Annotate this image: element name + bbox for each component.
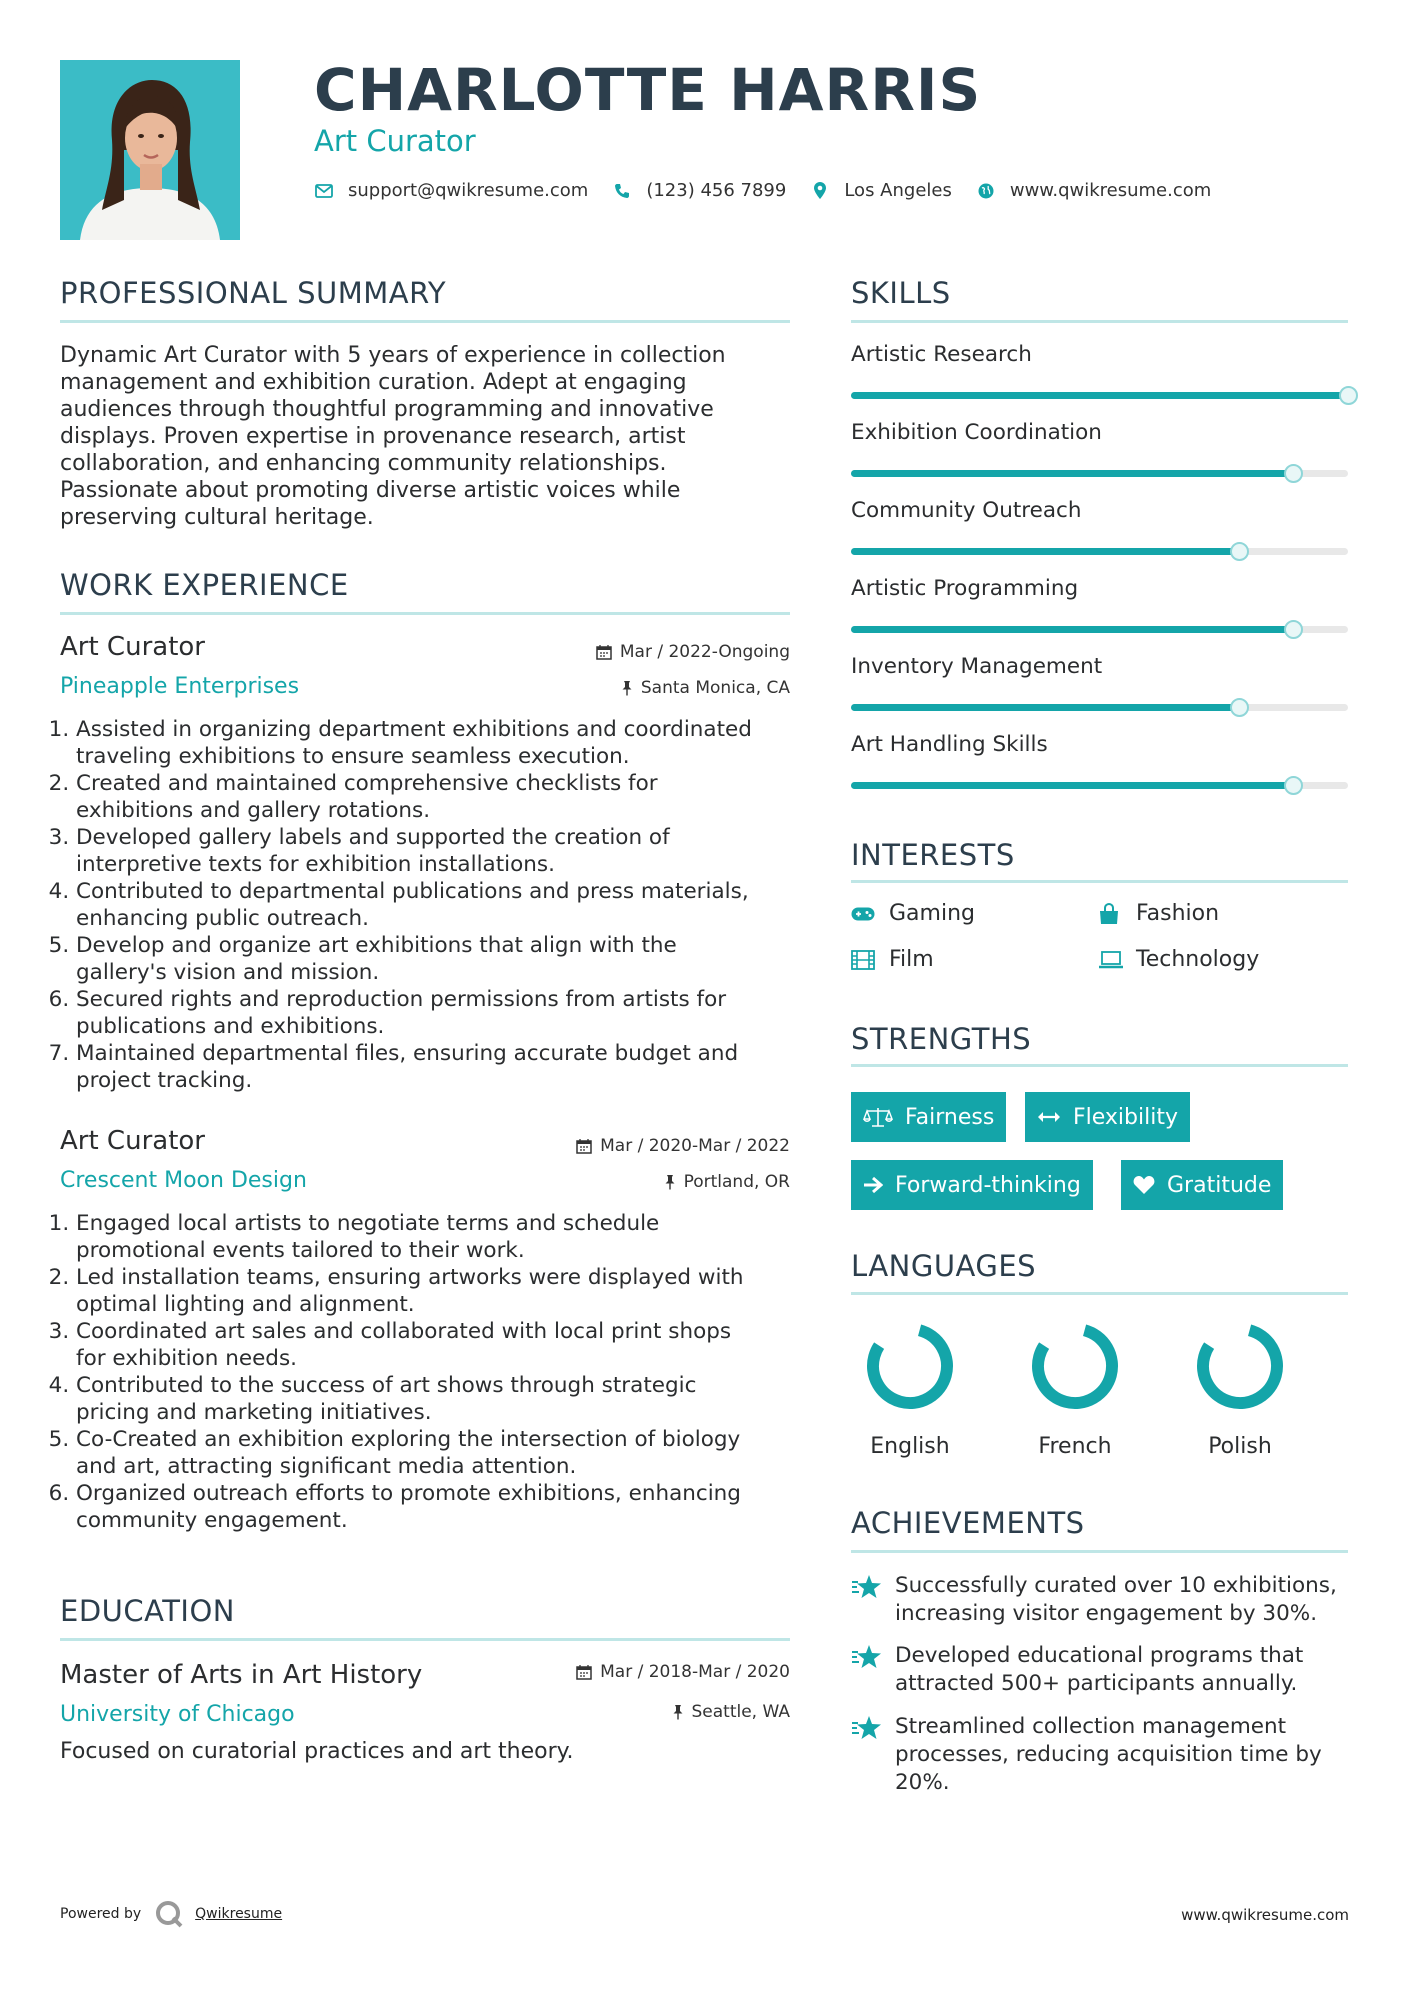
interest-item (851, 947, 934, 972)
laptop-icon (1098, 949, 1124, 971)
powered-by-text: Powered by (60, 1906, 142, 1922)
qwikresume-logo-icon (155, 1900, 183, 1928)
skill-bar-fill (851, 626, 1293, 633)
job-title: Art Curator (60, 632, 205, 662)
interest-item (1098, 947, 1259, 972)
heart-icon (1133, 1175, 1155, 1195)
list-item: 3. Developed gallery labels and supported the creation of interpretive texts for exhibition installations. (76, 824, 808, 878)
gamepad-icon (851, 903, 877, 925)
languages-divider (851, 1292, 1348, 1295)
achievements-title: ACHIEVEMENTS (851, 1506, 1085, 1540)
skill-bar-track (851, 782, 1348, 789)
achievement-text: Developed educational programs that attracted 500+ participants annually. (895, 1643, 1304, 1696)
summary-divider (60, 320, 790, 323)
trophy-star-icon (851, 1574, 885, 1608)
skill-bar-fill (851, 782, 1293, 789)
summary-text (60, 342, 800, 531)
strength-tag (851, 1092, 1006, 1142)
job-date (596, 642, 790, 662)
strength-label: Fairness (905, 1104, 995, 1130)
list-item: 6. Organized outreach efforts to promote exhibitions, enhancing community engagement. (76, 1480, 808, 1534)
skill-bar-track (851, 704, 1348, 711)
skill-level-knob (1230, 542, 1249, 561)
arrow-right-icon (863, 1176, 883, 1194)
job-location-text: Santa Monica, CA (640, 678, 790, 698)
skill-name: Artistic Research (851, 342, 1032, 367)
summary-line: Dynamic Art Curator with 5 years of experience in collection (60, 343, 726, 368)
languages-title: LANGUAGES (851, 1249, 1037, 1283)
job-date-text: Mar / 2020-Mar / 2022 (600, 1136, 790, 1156)
language-label: Polish (1208, 1434, 1272, 1459)
strengths-divider (851, 1064, 1348, 1067)
achievement-text: Streamlined collection management processes, reducing acquisition time by 20%. (895, 1714, 1322, 1795)
company-name: Pineapple Enterprises (60, 674, 300, 699)
skill-level-knob (1339, 386, 1358, 405)
candidate-name: CHARLOTTE HARRIS (314, 56, 982, 124)
calendar-icon (576, 1138, 592, 1154)
summary-line: management and exhibition curation. Adept at engaging (60, 370, 687, 395)
achievement-item (851, 1572, 1351, 1628)
summary-line: Passionate about promoting diverse artistic voices while (60, 478, 681, 503)
summary-line: displays. Proven expertise in provenance research, artist (60, 424, 686, 449)
school-name: University of Chicago (60, 1702, 295, 1727)
education-title: EDUCATION (60, 1594, 236, 1628)
list-item: 1. Engaged local artists to negotiate terms and schedule promotional events tailored to their work. (76, 1210, 808, 1264)
strength-tag (1025, 1092, 1190, 1142)
map-marker-icon (810, 181, 830, 201)
interests-divider (851, 880, 1348, 883)
shopping-bag-icon (1098, 903, 1124, 925)
language-label: English (870, 1434, 950, 1459)
strength-label: Gratitude (1167, 1172, 1272, 1198)
interest-label: Film (889, 947, 934, 972)
experience-divider (60, 612, 790, 615)
language-ring (1190, 1316, 1290, 1416)
education-location (672, 1702, 791, 1722)
list-item: 2. Led installation teams, ensuring artworks were displayed with optimal lighting and alignment. (76, 1264, 808, 1318)
experience-title: WORK EXPERIENCE (60, 568, 349, 602)
contact-bar (314, 180, 1235, 201)
language-label: French (1038, 1434, 1112, 1459)
trophy-star-icon (851, 1644, 885, 1678)
job-location-text: Portland, OR (683, 1172, 790, 1192)
globe-icon (976, 181, 996, 201)
skill-name: Art Handling Skills (851, 732, 1048, 757)
language-ring (1025, 1316, 1125, 1416)
interest-item (851, 901, 975, 926)
skill-bar-fill (851, 392, 1348, 399)
pin-icon (664, 1174, 676, 1190)
achievement-item (851, 1642, 1351, 1698)
footer-brand (60, 1900, 282, 1928)
list-item: 7. Maintained departmental files, ensuring accurate budget and project tracking. (76, 1040, 808, 1094)
summary-line: preserving cultural heritage. (60, 505, 374, 530)
job-date-text: Mar / 2022-Ongoing (619, 642, 790, 662)
summary-title: PROFESSIONAL SUMMARY (60, 276, 447, 310)
duty-list (58, 716, 808, 1094)
skill-bar-track (851, 470, 1348, 477)
balance-scale-icon (863, 1106, 893, 1128)
pin-icon (672, 1704, 684, 1720)
envelope-icon (314, 181, 334, 201)
skills-title: SKILLS (851, 276, 951, 310)
phone-icon (612, 181, 632, 201)
list-item: 5. Co-Created an exhibition exploring the intersection of biology and art, attracting significant media attention. (76, 1426, 808, 1480)
candidate-role: Art Curator (314, 124, 476, 158)
interest-label: Gaming (889, 901, 975, 926)
degree-title: Master of Arts in Art History (60, 1660, 423, 1690)
skill-bar-fill (851, 548, 1239, 555)
skill-bar-fill (851, 704, 1239, 711)
education-note: Focused on curatorial practices and art theory. (60, 1739, 574, 1764)
list-item: 2. Created and maintained comprehensive checklists for exhibitions and gallery rotations. (76, 770, 808, 824)
strength-label: Forward-thinking (895, 1172, 1081, 1198)
job-location (621, 678, 790, 698)
achievement-item (851, 1713, 1351, 1797)
phone-number[interactable]: (123) 456 7899 (646, 180, 787, 201)
skill-level-knob (1230, 698, 1249, 717)
list-item: 3. Coordinated art sales and collaborated with local print shops for exhibition needs. (76, 1318, 808, 1372)
list-item: 1. Assisted in organizing department exhibitions and coordinated traveling exhibitions to ensure seamless execution. (76, 716, 808, 770)
achievements-divider (851, 1550, 1348, 1553)
education-divider (60, 1638, 790, 1641)
interest-item (1098, 901, 1219, 926)
skill-level-knob (1284, 464, 1303, 483)
job-location (664, 1172, 790, 1192)
calendar-icon (576, 1664, 592, 1680)
calendar-icon (596, 644, 612, 660)
skill-name: Exhibition Coordination (851, 420, 1102, 445)
summary-line: audiences through thoughtful programming and innovative (60, 397, 714, 422)
education-location-text: Seattle, WA (691, 1702, 790, 1722)
education-date (576, 1662, 790, 1682)
strength-label: Flexibility (1073, 1104, 1178, 1130)
skill-name: Inventory Management (851, 654, 1103, 679)
job-date (576, 1136, 790, 1156)
email-link[interactable]: support@qwikresume.com (348, 180, 589, 201)
interest-label: Technology (1136, 947, 1260, 972)
list-item: 6. Secured rights and reproduction permissions from artists for publications and exhibitions. (76, 986, 808, 1040)
job-title: Art Curator (60, 1126, 205, 1156)
skill-level-knob (1284, 776, 1303, 795)
website-link[interactable]: www.qwikresume.com (1009, 180, 1212, 201)
arrows-h-icon (1037, 1110, 1061, 1124)
skill-bar-track (851, 626, 1348, 633)
list-item: 4. Contributed to departmental publications and press materials, enhancing public outreach. (76, 878, 808, 932)
interest-label: Fashion (1136, 901, 1220, 926)
skill-level-knob (1284, 620, 1303, 639)
location-text: Los Angeles (844, 180, 952, 201)
duty-list (58, 1210, 808, 1534)
film-icon (851, 949, 877, 971)
strength-tag (851, 1160, 1093, 1210)
company-name: Crescent Moon Design (60, 1168, 307, 1193)
list-item: 5. Develop and organize art exhibitions that align with the gallery's vision and mission. (76, 932, 808, 986)
list-item: 4. Contributed to the success of art shows through strategic pricing and marketing initiatives. (76, 1372, 808, 1426)
achievement-text: Successfully curated over 10 exhibitions, increasing visitor engagement by 30%. (895, 1573, 1337, 1626)
pin-icon (621, 680, 633, 696)
strength-tag (1121, 1160, 1283, 1210)
strengths-title: STRENGTHS (851, 1022, 1032, 1056)
skill-bar-fill (851, 470, 1293, 477)
interests-title: INTERESTS (851, 838, 1015, 872)
qwikresume-link[interactable]: Qwikresume (195, 1906, 283, 1922)
language-ring (860, 1316, 960, 1416)
skill-name: Community Outreach (851, 498, 1082, 523)
education-date-text: Mar / 2018-Mar / 2020 (600, 1662, 790, 1682)
skills-divider (851, 320, 1348, 323)
profile-photo (60, 60, 240, 240)
trophy-star-icon (851, 1715, 885, 1749)
skill-bar-track (851, 392, 1348, 399)
footer-site[interactable]: www.qwikresume.com (1181, 1906, 1349, 1924)
skill-bar-track (851, 548, 1348, 555)
skill-name: Artistic Programming (851, 576, 1079, 601)
summary-line: collaboration, and enhancing community relationships. (60, 451, 667, 476)
